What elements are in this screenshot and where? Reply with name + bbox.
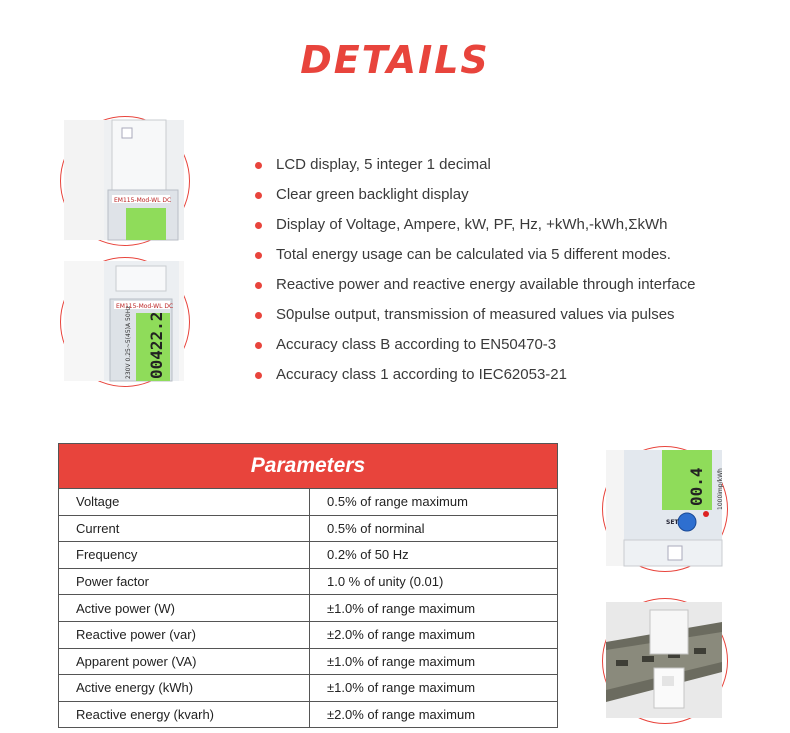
param-value: 0.5% of range maximum [310, 489, 558, 516]
param-name: Reactive power (var) [59, 621, 310, 648]
table-row [59, 515, 557, 542]
table-row [59, 595, 557, 622]
param-value: ±2.0% of range maximum [310, 701, 558, 727]
bullet-icon [255, 312, 262, 319]
pulse-led-icon [703, 511, 709, 517]
meter-photo-side [606, 450, 722, 566]
parameters-table [58, 443, 558, 728]
bullet-icon [255, 342, 262, 349]
param-value: 0.2% of 50 Hz [310, 542, 558, 569]
param-name: Reactive energy (kvarh) [59, 701, 310, 727]
spec-text: 230V 0.25~5(45)A 50Hz [125, 305, 132, 379]
lcd-reading: 00422.2 [147, 311, 166, 379]
param-value: 1.0 % of unity (0.01) [310, 568, 558, 595]
table-row [59, 621, 557, 648]
table-row [59, 542, 557, 569]
bullet-icon [255, 282, 262, 289]
table-row [59, 568, 557, 595]
meter-front-illustration [64, 261, 184, 381]
model-label: EM115-Mod-WL DC [116, 303, 174, 310]
feature-item: Display of Voltage, Ampere, kW, PF, Hz, +kWh,-kWh,ΣkWh [252, 211, 695, 241]
din-rail-illustration [606, 602, 722, 718]
param-name: Active energy (kWh) [59, 675, 310, 702]
lcd-reading-right: 00.4 [687, 467, 706, 506]
din-rail-photo [606, 602, 722, 718]
param-name: Current [59, 515, 310, 542]
feature-item: LCD display, 5 integer 1 decimal [252, 151, 695, 181]
param-value: ±1.0% of range maximum [310, 675, 558, 702]
bullet-icon [255, 372, 262, 379]
param-value: ±2.0% of range maximum [310, 621, 558, 648]
param-value: ±1.0% of range maximum [310, 648, 558, 675]
param-name: Power factor [59, 568, 310, 595]
feature-item: S0pulse output, transmission of measured values via pulses [252, 301, 695, 331]
feature-item: Accuracy class B according to EN50470-3 [252, 331, 695, 361]
set-label: SET [666, 519, 679, 526]
parameters-grid [59, 488, 557, 727]
meter-photo-front [64, 261, 184, 381]
feature-list [252, 151, 695, 391]
feature-item: Accuracy class 1 according to IEC62053-21 [252, 361, 695, 391]
set-button-icon [678, 513, 696, 531]
feature-item: Clear green backlight display [252, 181, 695, 211]
param-name: Active power (W) [59, 595, 310, 622]
table-row [59, 648, 557, 675]
bullet-icon [255, 252, 262, 259]
param-value: 0.5% of norminal [310, 515, 558, 542]
bullet-icon [255, 162, 262, 169]
bullet-icon [255, 222, 262, 229]
page-title: DETAILS [300, 38, 490, 82]
param-name: Voltage [59, 489, 310, 516]
feature-item: Reactive power and reactive energy available through interface [252, 271, 695, 301]
meter-photo-top [64, 120, 184, 240]
model-label: EM115-Mod-WL DC [114, 197, 172, 204]
param-value: ±1.0% of range maximum [310, 595, 558, 622]
meter-top-illustration [64, 120, 184, 240]
param-name: Apparent power (VA) [59, 648, 310, 675]
table-row [59, 701, 557, 727]
parameters-heading: Parameters [59, 444, 557, 488]
table-row [59, 675, 557, 702]
bullet-icon [255, 192, 262, 199]
pulse-text: 1000imp/kWh [717, 468, 724, 510]
feature-item: Total energy usage can be calculated via 5 different modes. [252, 241, 695, 271]
meter-side-illustration [606, 450, 722, 566]
param-name: Frequency [59, 542, 310, 569]
table-row [59, 489, 557, 516]
